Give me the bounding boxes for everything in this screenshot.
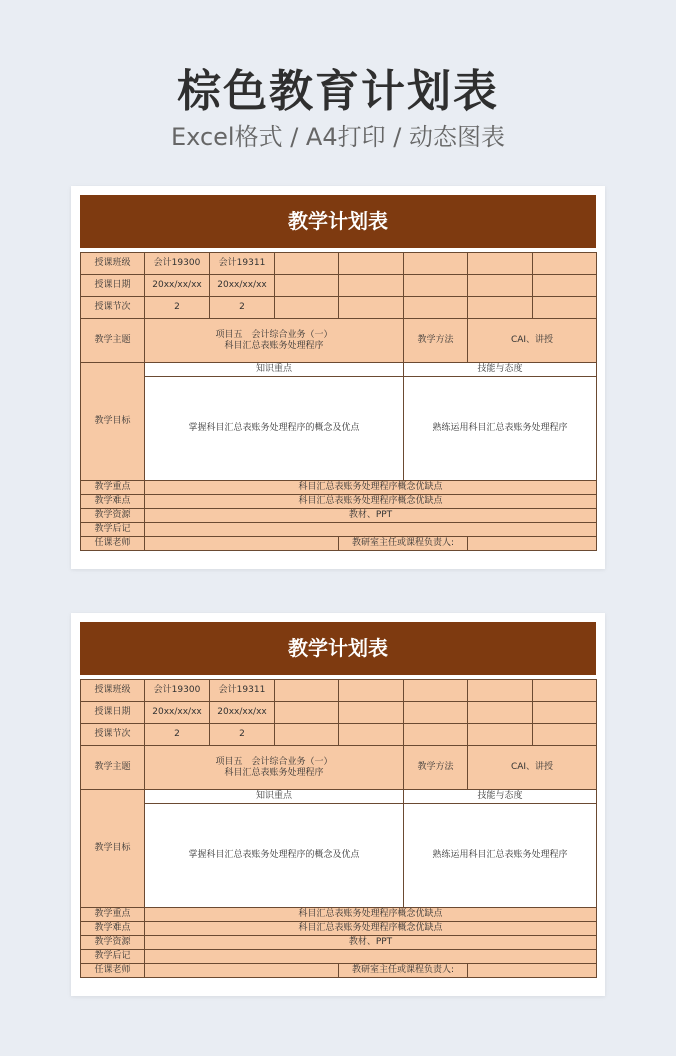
teacher-value (145, 537, 339, 551)
sheet-header: 教学计划表 (80, 622, 596, 675)
empty-cell (404, 702, 468, 724)
class-label: 授课班级 (81, 680, 145, 702)
sheet-preview-2 (71, 613, 605, 996)
class-value-2: 会计19311 (210, 253, 275, 275)
row-goal-subheader (81, 363, 597, 377)
director-label: 教研室主任或课程负责人: (339, 964, 468, 978)
resource-value: 教材、PPT (145, 509, 597, 523)
row-class (81, 680, 597, 702)
empty-cell (339, 297, 404, 319)
empty-cell (339, 275, 404, 297)
row-teacher (81, 964, 597, 978)
empty-cell (275, 253, 339, 275)
empty-cell (275, 275, 339, 297)
row-hours (81, 297, 597, 319)
empty-cell (275, 724, 339, 746)
postnote-value (145, 950, 597, 964)
knowledge-label: 知识重点 (145, 790, 404, 804)
poster-subtitle: Excel格式 / A4打印 / 动态图表 (171, 123, 505, 151)
row-date (81, 702, 597, 724)
resource-label: 教学资源 (81, 509, 145, 523)
director-value (468, 537, 597, 551)
empty-cell (468, 702, 533, 724)
topic-label: 教学主题 (81, 746, 145, 790)
topic-line-2: 科目汇总表账务处理程序 (224, 767, 324, 778)
row-postnote (81, 523, 597, 537)
method-label: 教学方法 (404, 746, 468, 790)
hours-label: 授课节次 (81, 724, 145, 746)
row-key (81, 481, 597, 495)
class-value-2: 会计19311 (210, 680, 275, 702)
empty-cell (404, 275, 468, 297)
empty-cell (533, 702, 597, 724)
empty-cell (275, 297, 339, 319)
row-difficulty (81, 922, 597, 936)
row-topic (81, 746, 597, 790)
row-class (81, 253, 597, 275)
method-value: CAI、讲授 (468, 319, 597, 363)
hours-value-1: 2 (145, 297, 210, 319)
plan-table (80, 252, 597, 551)
empty-cell (404, 724, 468, 746)
row-postnote (81, 950, 597, 964)
date-value-2: 20xx/xx/xx (210, 702, 275, 724)
method-value: CAI、讲授 (468, 746, 597, 790)
row-teacher (81, 537, 597, 551)
knowledge-value: 掌握科目汇总表账务处理程序的概念及优点 (145, 377, 404, 481)
empty-cell (275, 680, 339, 702)
empty-cell (468, 275, 533, 297)
plan-table (80, 679, 597, 978)
empty-cell (468, 297, 533, 319)
hours-value-2: 2 (210, 297, 275, 319)
resource-value: 教材、PPT (145, 936, 597, 950)
knowledge-value: 掌握科目汇总表账务处理程序的概念及优点 (145, 804, 404, 908)
teacher-value (145, 964, 339, 978)
date-label: 授课日期 (81, 702, 145, 724)
topic-value (145, 319, 404, 363)
empty-cell (533, 297, 597, 319)
empty-cell (468, 724, 533, 746)
empty-cell (533, 253, 597, 275)
row-topic (81, 319, 597, 363)
skill-value: 熟练运用科目汇总表账务处理程序 (404, 804, 597, 908)
row-difficulty (81, 495, 597, 509)
postnote-label: 教学后记 (81, 523, 145, 537)
hours-label: 授课节次 (81, 297, 145, 319)
method-label: 教学方法 (404, 319, 468, 363)
empty-cell (533, 275, 597, 297)
key-label: 教学重点 (81, 481, 145, 495)
date-value-1: 20xx/xx/xx (145, 702, 210, 724)
goal-label: 教学目标 (81, 363, 145, 481)
date-label: 授课日期 (81, 275, 145, 297)
empty-cell (275, 702, 339, 724)
skill-label: 技能与态度 (404, 790, 597, 804)
sheet-preview-1 (71, 186, 605, 569)
director-label: 教研室主任或课程负责人: (339, 537, 468, 551)
empty-cell (404, 297, 468, 319)
topic-label: 教学主题 (81, 319, 145, 363)
topic-line-2: 科目汇总表账务处理程序 (224, 340, 324, 351)
row-resource (81, 936, 597, 950)
topic-line-1: 项目五 会计综合业务（一） (215, 756, 333, 767)
key-label: 教学重点 (81, 908, 145, 922)
hours-value-2: 2 (210, 724, 275, 746)
topic-value (145, 746, 404, 790)
skill-value: 熟练运用科目汇总表账务处理程序 (404, 377, 597, 481)
knowledge-label: 知识重点 (145, 363, 404, 377)
postnote-label: 教学后记 (81, 950, 145, 964)
date-value-2: 20xx/xx/xx (210, 275, 275, 297)
goal-label: 教学目标 (81, 790, 145, 908)
row-key (81, 908, 597, 922)
empty-cell (468, 253, 533, 275)
empty-cell (339, 724, 404, 746)
empty-cell (339, 702, 404, 724)
director-value (468, 964, 597, 978)
class-value-1: 会计19300 (145, 253, 210, 275)
poster-title: 棕色教育计划表 (177, 66, 499, 117)
row-goal-content (81, 804, 597, 908)
row-resource (81, 509, 597, 523)
skill-label: 技能与态度 (404, 363, 597, 377)
key-value: 科目汇总表账务处理程序概念优缺点 (145, 481, 597, 495)
empty-cell (339, 253, 404, 275)
difficulty-value: 科目汇总表账务处理程序概念优缺点 (145, 495, 597, 509)
difficulty-label: 教学难点 (81, 922, 145, 936)
empty-cell (533, 680, 597, 702)
empty-cell (339, 680, 404, 702)
date-value-1: 20xx/xx/xx (145, 275, 210, 297)
teacher-label: 任课老师 (81, 964, 145, 978)
class-value-1: 会计19300 (145, 680, 210, 702)
empty-cell (404, 680, 468, 702)
row-goal-subheader (81, 790, 597, 804)
row-hours (81, 724, 597, 746)
row-date (81, 275, 597, 297)
difficulty-value: 科目汇总表账务处理程序概念优缺点 (145, 922, 597, 936)
difficulty-label: 教学难点 (81, 495, 145, 509)
sheet-header: 教学计划表 (80, 195, 596, 248)
empty-cell (468, 680, 533, 702)
resource-label: 教学资源 (81, 936, 145, 950)
empty-cell (404, 253, 468, 275)
hours-value-1: 2 (145, 724, 210, 746)
class-label: 授课班级 (81, 253, 145, 275)
row-goal-content (81, 377, 597, 481)
postnote-value (145, 523, 597, 537)
topic-line-1: 项目五 会计综合业务（一） (215, 329, 333, 340)
teacher-label: 任课老师 (81, 537, 145, 551)
empty-cell (533, 724, 597, 746)
key-value: 科目汇总表账务处理程序概念优缺点 (145, 908, 597, 922)
